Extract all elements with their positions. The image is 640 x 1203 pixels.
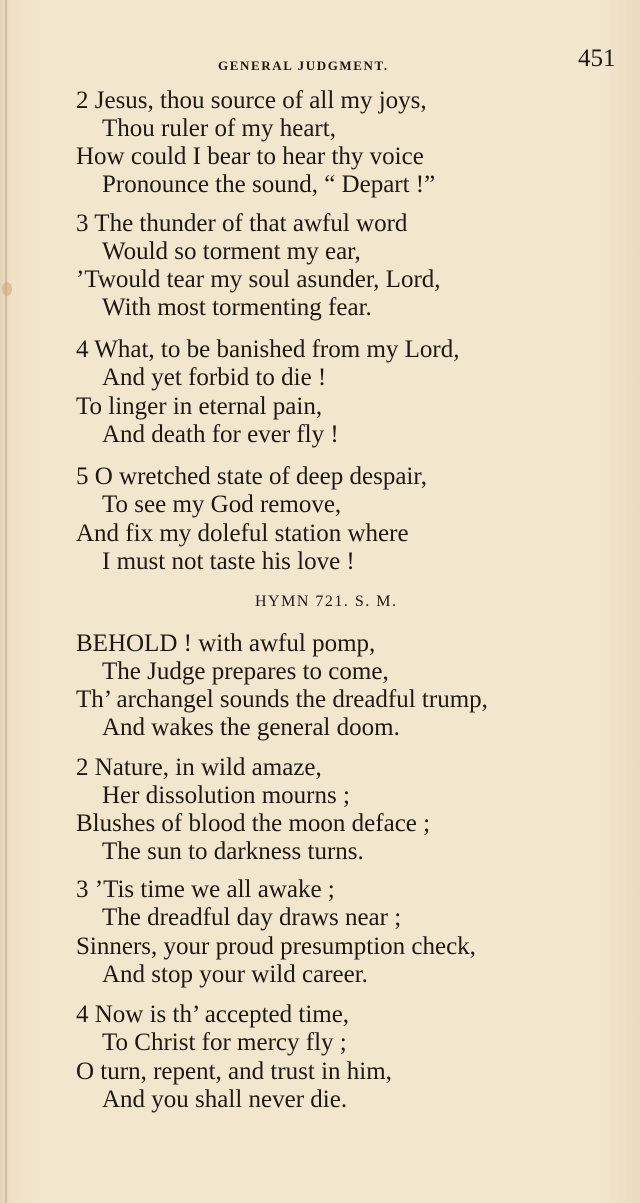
verse-line: 2 Nature, in wild amaze,: [76, 754, 322, 781]
verse-line: To see my God remove,: [102, 491, 342, 518]
verse-line: And you shall never die.: [102, 1086, 348, 1113]
verse-line: 4 Now is th’ accepted time,: [76, 1001, 350, 1028]
verse-line: With most tormenting fear.: [102, 294, 372, 321]
page-number: 451: [578, 45, 616, 72]
verse-line: The sun to darkness turns.: [102, 838, 364, 865]
verse-line: How could I bear to hear thy voice: [76, 143, 424, 170]
verse-line: 3 ’Tis time we all awake ;: [76, 876, 335, 903]
verse-line: 3 The thunder of that awful word: [76, 210, 408, 237]
verse-line: To Christ for mercy fly ;: [102, 1029, 347, 1056]
paper-stain: [2, 282, 12, 296]
verse-line: Th’ archangel sounds the dreadful trump,: [76, 686, 488, 713]
hymn-title: HYMN 721. S. M.: [255, 593, 398, 610]
verse-line: 4 What, to be banished from my Lord,: [76, 336, 460, 363]
verse-line: Her dissolution mourns ;: [102, 782, 350, 809]
verse-line: Pronounce the sound, “ Depart !”: [102, 171, 436, 198]
verse-line: To linger in eternal pain,: [76, 393, 323, 420]
running-head: GENERAL JUDGMENT.: [218, 58, 389, 73]
verse-line: Thou ruler of my heart,: [102, 115, 336, 142]
verse-line: 2 Jesus, thou source of all my joys,: [76, 87, 427, 114]
verse-line: BEHOLD ! with awful pomp,: [76, 630, 376, 657]
verse-line: The dreadful day draws near ;: [102, 904, 402, 931]
verse-line: And fix my doleful station where: [76, 520, 409, 547]
verse-line: The Judge prepares to come,: [102, 658, 389, 685]
verse-line: Sinners, your proud presumption check,: [76, 933, 476, 960]
verse-line: And wakes the general doom.: [102, 714, 400, 741]
verse-line: And yet forbid to die !: [102, 364, 327, 391]
verse-line: 5 O wretched state of deep despair,: [76, 463, 427, 490]
verse-line: Blushes of blood the moon deface ;: [76, 810, 431, 837]
verse-line: ’Twould tear my soul asunder, Lord,: [76, 266, 441, 293]
verse-line: And stop your wild career.: [102, 961, 368, 988]
verse-line: Would so torment my ear,: [102, 238, 361, 265]
verse-line: O turn, repent, and trust in him,: [76, 1058, 392, 1085]
page-gutter: [5, 0, 7, 1203]
verse-line: And death for ever fly !: [102, 421, 339, 448]
verse-line: I must not taste his love !: [102, 548, 355, 575]
